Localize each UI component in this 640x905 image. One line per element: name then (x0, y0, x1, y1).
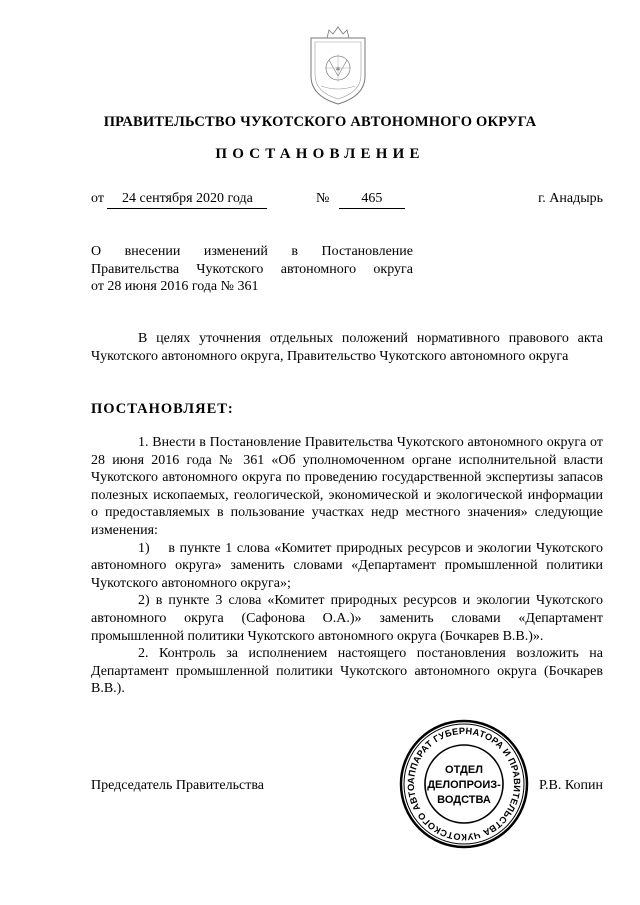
item-1-1-paragraph: 1) в пункте 1 слова «Комитет природных ресурсов и экологии Чукотского автономного округа» заменить словами «Департамент промышленной политики Чукотского автономного округа»; (91, 540, 607, 591)
coat-of-arms-icon (303, 24, 373, 108)
signatory-name: Р.В. Копин (539, 778, 603, 793)
subject-line: от 28 июня 2016 года № 361 (91, 279, 259, 294)
organization-title: ПРАВИТЕЛЬСТВО ЧУКОТСКОГО АВТОНОМНОГО ОКРУГА (103, 114, 537, 130)
stamp-line: ОТДЕЛ (445, 764, 483, 776)
document-number: 465 (339, 190, 405, 209)
date-prefix: от (91, 191, 104, 206)
document-type-title: ПОСТАНОВЛЕНИЕ (215, 146, 425, 162)
resolves-heading: ПОСТАНОВЛЯЕТ: (91, 401, 234, 417)
office-stamp (398, 718, 530, 850)
date-block (91, 190, 267, 209)
document-city: г. Анадырь (538, 191, 603, 206)
resolution-body (91, 434, 607, 698)
number-prefix: № (316, 191, 330, 206)
item-1-paragraph: 1. Внести в Постановление Правительства Чукотского автономного округа от 28 июня 2016 года № 361 «Об уполномоченном органе исполнительной власти Чукотского автономного округа по проведению государственной экспертизы запасов полезных ископаемых, геологической, экономической и экологической информации о предоставляемых в пользование участках недр местного значения» следующие изменения: (91, 435, 603, 538)
stamp-line: ВОДСТВА (437, 794, 491, 806)
document-subject (91, 243, 413, 296)
preamble-paragraph: В целях уточнения отдельных положений нормативного правового акта Чукотского автономного округа, Правительство Чукотского автономного округа (91, 331, 603, 364)
stamp-ring-text: АППАРАТ ГУБЕРНАТОРА И ПРАВИТЕЛЬСТВА ЧУКОТСКОГО АВТО (405, 725, 523, 843)
subject-line: Правительства Чукотского автономного округа (91, 261, 413, 277)
stamp-line: ДЕЛОПРОИЗ- (427, 779, 501, 791)
item-1-2-paragraph: 2) в пункте 3 слова «Комитет природных ресурсов и экологии Чукотского автономного округа (Сафонова О.А.)» заменить словами «Департамент промышленной политики Чукотского автономного округа (Бочкарев В.В.)». (91, 593, 603, 644)
document-date: 24 сентября 2020 года (107, 190, 267, 209)
subject-line: О внесении изменений в Постановление (91, 244, 413, 259)
svg-text:✱: ✱ (335, 66, 341, 73)
item-2-paragraph: 2. Контроль за исполнением настоящего постановления возложить на Департамент промышленной политики Чукотского автономного округа (Бочкарев В.В.). (91, 646, 603, 697)
number-block (316, 190, 405, 209)
signatory-position: Председатель Правительства (91, 778, 264, 793)
